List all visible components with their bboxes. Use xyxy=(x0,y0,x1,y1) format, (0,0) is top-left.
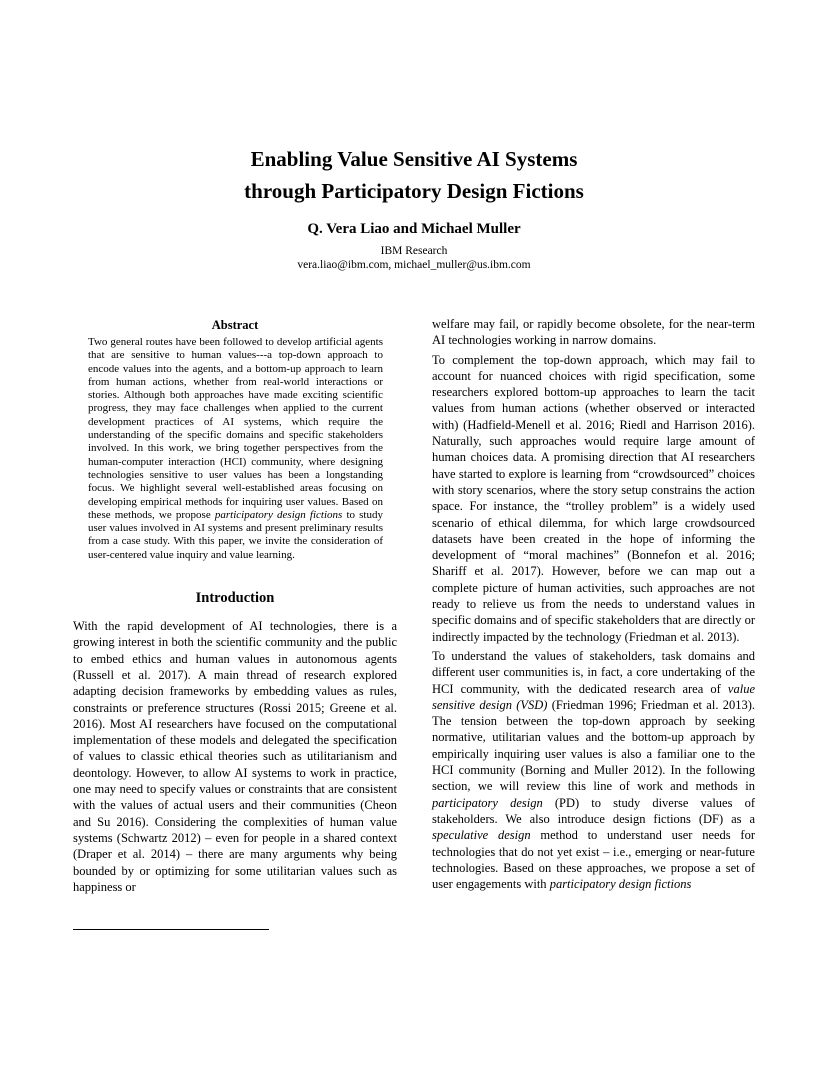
para3-text-b: (Friedman 1996; Friedman et al. 2013). The tension between the top-down approach by seeking normative, utilitarian values and the bottom-up approach by empirically inquiring user values is also a familiar one to the HCI community (Borning and Muller 2012). In the following section, we will review this line of work and methods in xyxy=(432,697,756,794)
author-affiliation-block xyxy=(0,244,828,272)
para3-text-d: method to understand user needs for technologies that do not yet exist – i.e., emerging or near-future technologies. Based on these approaches, we propose a set of user engagements with xyxy=(432,828,755,892)
paper-title xyxy=(0,143,828,207)
left-column xyxy=(73,316,397,899)
right-paragraph-2: To complement the top-down approach, which may fail to account for nuanced choices with rigid specification, some researchers explored bottom-up approaches to learn the tacit values from human actions (whether observed or interacted with) (Hadfield-Menell et al. 2016; Riedl and Harrison 2016). Naturally, such approaches would require large amount of human choices data. A promising direction that AI researchers have started to explore is learning from “crowdsourced” choices with story scenarios, where the story setup constrains the action space. For instance, the “trolley problem” is a widely used scenario of ethical dilemma, for which large crowdsourced datasets have been created in the hope of informing the development of “moral machines” (Bonnefon et al. 2016; Shariff et al. 2017). However, before we can map out a complete picture of human activities, such approaches are not ready to relieve us from the needs to understand values in specific domains and of specific stakeholders that are directly or indirectly impacted by the technology (Friedman et al. 2013). xyxy=(432,352,755,644)
para3-text-a: To understand the values of stakeholders, task domains and different user communities is, in fact, a core undertaking of the HCI community, with the dedicated research area of xyxy=(432,648,755,696)
right-column xyxy=(432,316,755,895)
title-line-2: through Participatory Design Fictions xyxy=(244,179,584,203)
abstract-text-part-2: to study user values involved in AI systems and present preliminary results from a case study. With this paper, we invite the consideration of user-centered value inquiry and value learning. xyxy=(88,508,383,561)
abstract-text xyxy=(88,336,383,562)
abstract-emphasis: participatory design fictions xyxy=(214,508,343,521)
para3-text-c: (PD) to study diverse values of stakeholders. We also introduce design fictions (DF) as a xyxy=(432,795,756,826)
author-emails: vera.liao@ibm.com, michael_muller@us.ibm.com xyxy=(297,259,531,271)
introduction-heading: Introduction xyxy=(195,590,275,607)
para3-emphasis-speculative: speculative design xyxy=(432,828,531,843)
para3-emphasis-pdf: participatory design fictions xyxy=(549,877,692,892)
abstract-text-part-1: Two general routes have been followed to develop artificial agents that are sensitive to human values---a top-down approach to encode values into the agents, and a bottom-up approach to learn from human actions, whether from real-world interactions or stories. Although both approaches have made exciting scientific progress, they may face challenges when applied to the current development practices of AI systems, which require the understanding of the specific domains and specific stakeholders involved. In this work, we bring together perspectives from the human-computer interaction (HCI) community, where designing technologies sensitive to user values has been a longstanding focus. We highlight several well-established areas focusing on developing empirical methods for inquiring user values. Based on these methods, we propose xyxy=(88,336,383,521)
para3-emphasis-vsd: value sensitive design (VSD) xyxy=(432,681,755,712)
right-paragraph-1: welfare may fail, or rapidly become obsolete, for the near-term AI technologies working in narrow domains. xyxy=(432,317,755,348)
author-names: Q. Vera Liao and Michael Muller xyxy=(307,221,521,237)
abstract-heading: Abstract xyxy=(211,318,259,332)
affiliation: IBM Research xyxy=(380,245,448,257)
introduction-paragraph-1: With the rapid development of AI technologies, there is a growing interest in both the scientific community and the public to embed ethics and human values in autonomous agents (Russell et al. 2017). A main thread of research explored adapting decision frameworks by embedding values as rules, constraints or preference structures (Rossi 2015; Greene et al. 2016). Most AI researchers have focused on the computational implementation of these models and delegated the specification of values to classic ethical theories such as utilitarianism and deontology. However, to allow AI systems to work in practice, one may need to specify values or constraints that are consistent with the values of actual users and their communities (Cheon and Su 2016). Considering the complexities of human value systems (Schwartz 2012) – even for people in a shared context (Draper et al. 2014) – there are many arguments why being bounded by or optimizing for some utilitarian values such as happiness or xyxy=(73,619,397,894)
right-paragraph-3 xyxy=(432,648,755,892)
footnote-divider xyxy=(73,929,269,930)
para3-emphasis-pd: participatory design xyxy=(432,795,543,810)
title-line-1: Enabling Value Sensitive AI Systems xyxy=(250,147,578,171)
